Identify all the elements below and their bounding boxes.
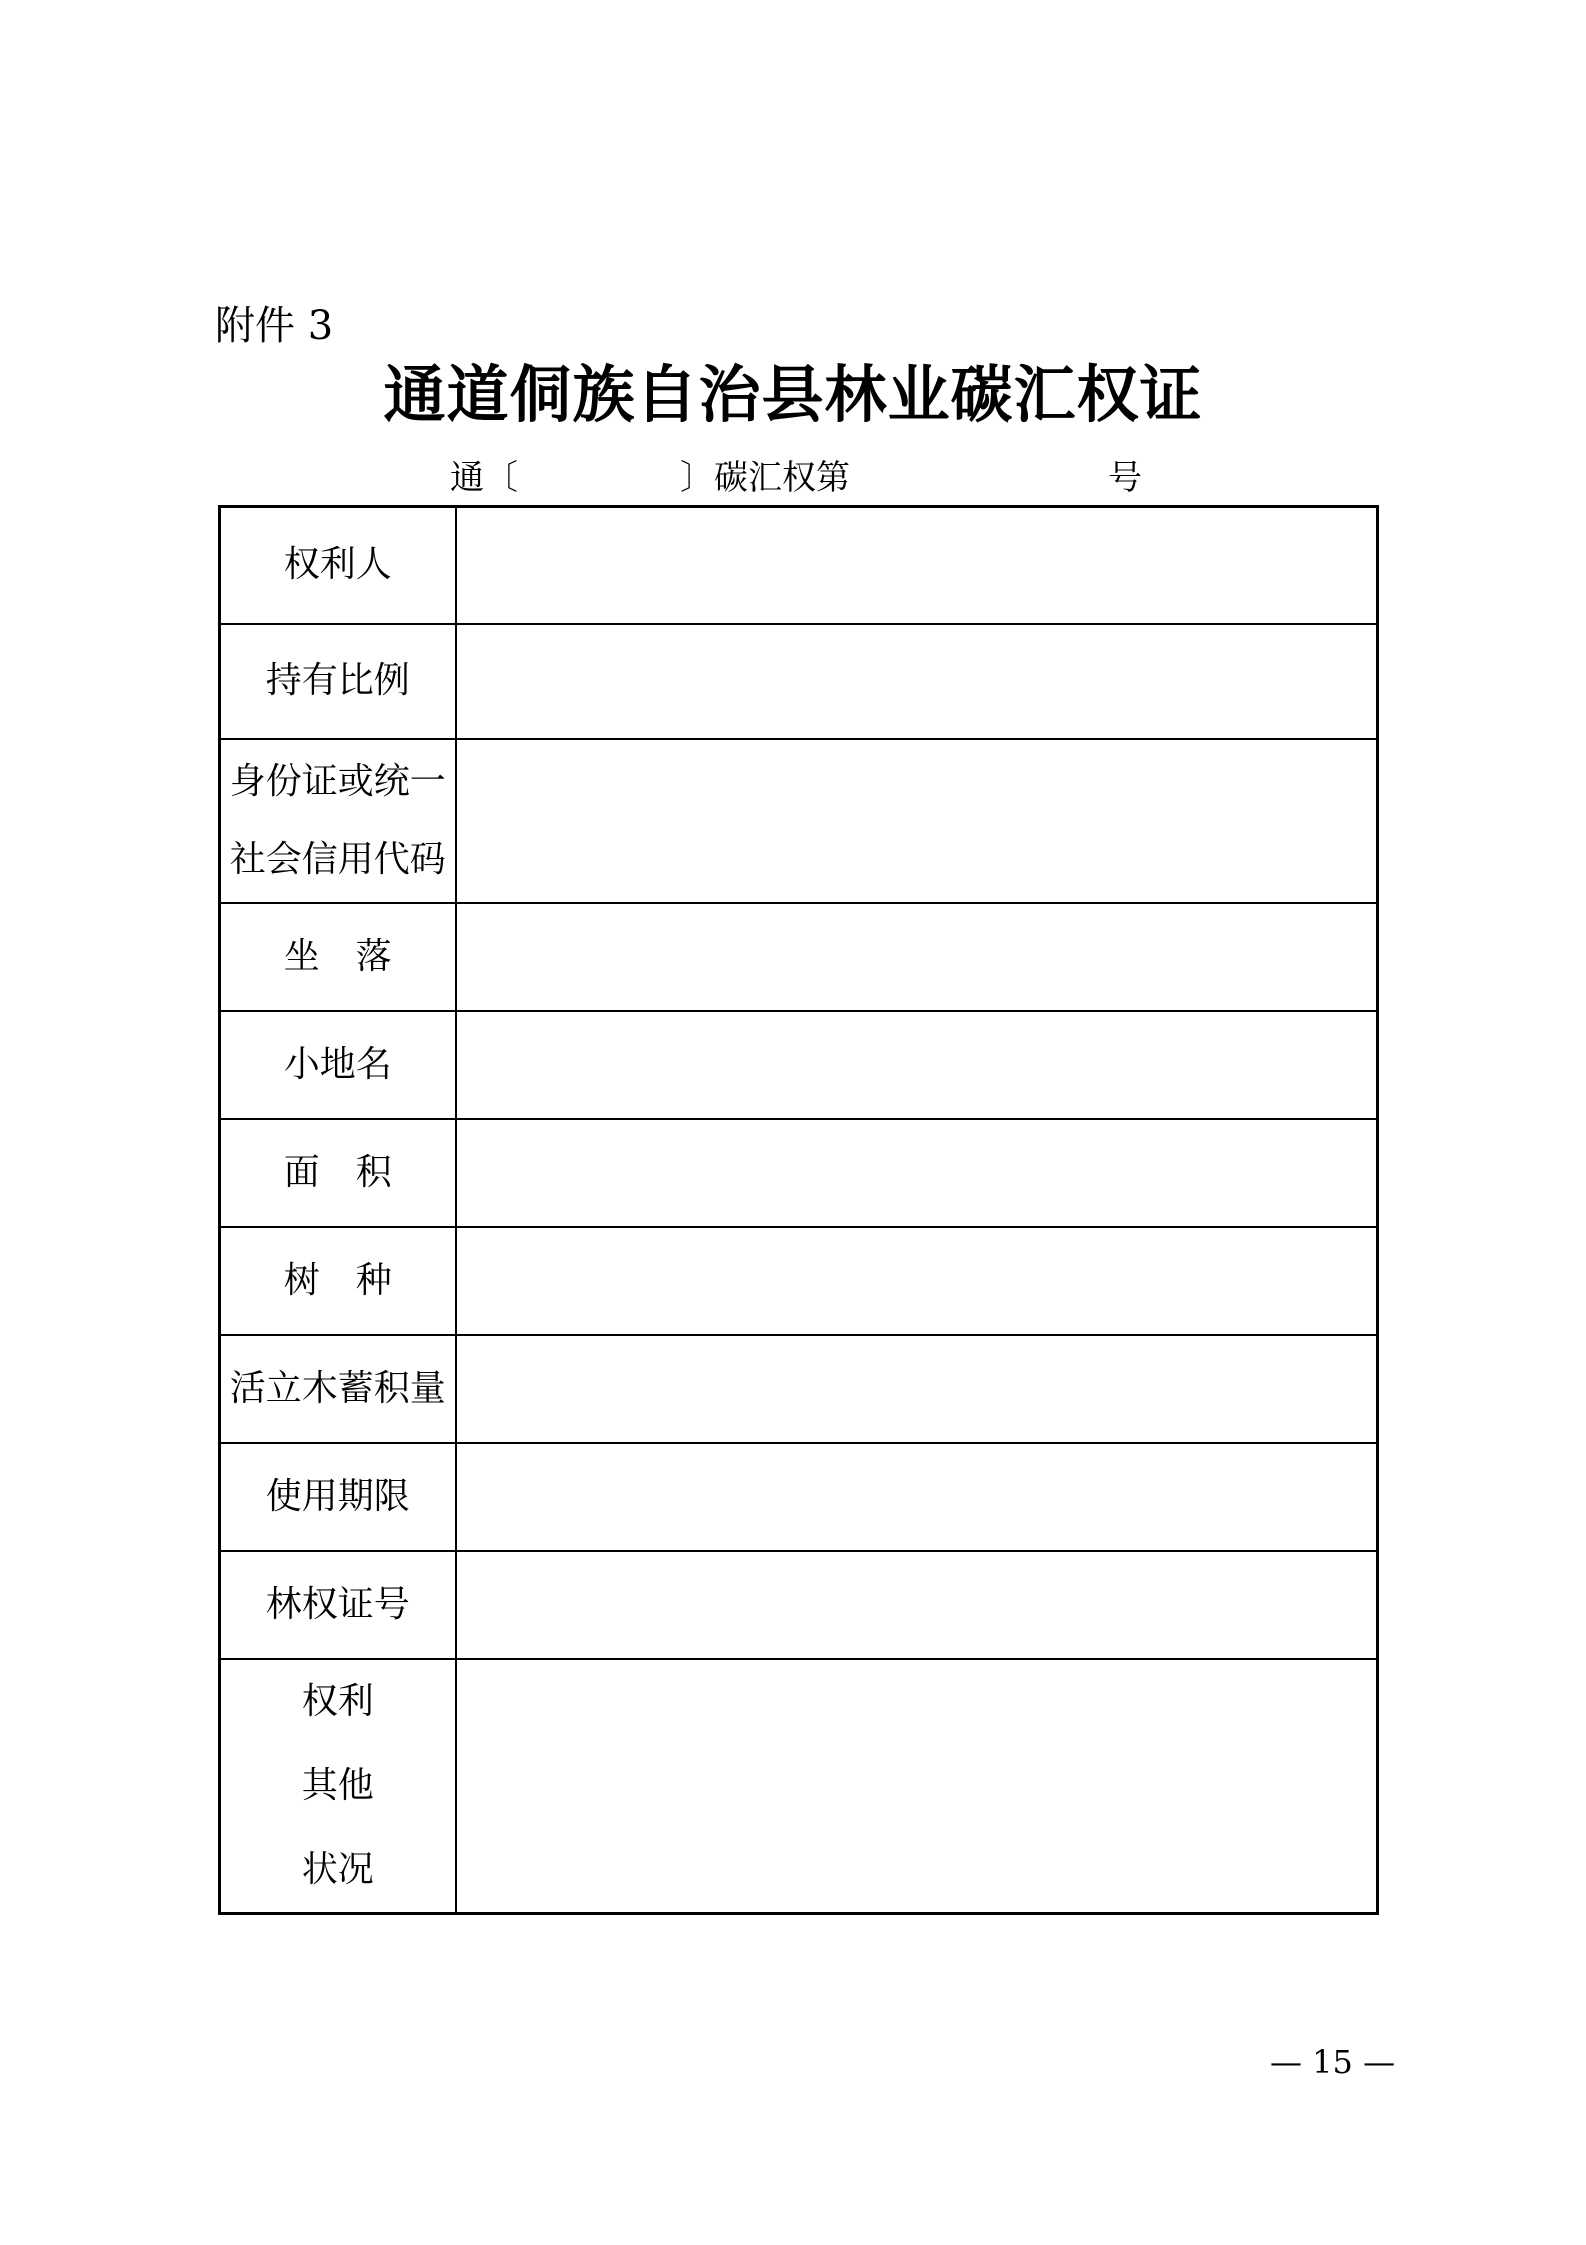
row-label-id-code-line-2: 社会信用代码 bbox=[229, 838, 446, 880]
cert-number-suffix: 号 bbox=[1108, 458, 1142, 498]
table-row bbox=[220, 739, 1378, 903]
table-row bbox=[220, 903, 1378, 1011]
row-label-tree-species: 树 种 bbox=[220, 1227, 456, 1335]
table-row bbox=[220, 1659, 1378, 1914]
table-row bbox=[220, 1119, 1378, 1227]
place-name-field[interactable] bbox=[456, 1011, 1378, 1119]
row-label-id-code-line-1: 身份证或统一 bbox=[229, 760, 446, 802]
cert-number-prefix: 通〔 bbox=[450, 458, 518, 498]
rights-holder-field[interactable] bbox=[456, 507, 1378, 624]
table-row bbox=[220, 1227, 1378, 1335]
document-title: 通道侗族自治县林业碳汇权证 bbox=[383, 358, 1203, 431]
page-number: — 15 — bbox=[1270, 2043, 1396, 2081]
table-row bbox=[220, 1443, 1378, 1551]
area-field[interactable] bbox=[456, 1119, 1378, 1227]
row-label-other-rights-line-2: 其他 bbox=[301, 1764, 374, 1806]
cert-number-middle: 〕碳汇权第 bbox=[680, 458, 850, 498]
row-label-id-code bbox=[220, 739, 456, 903]
id-code-field[interactable] bbox=[456, 739, 1378, 903]
term-of-use-field[interactable] bbox=[456, 1443, 1378, 1551]
certificate-form-table bbox=[218, 505, 1379, 1915]
row-label-term-of-use: 使用期限 bbox=[220, 1443, 456, 1551]
location-field[interactable] bbox=[456, 903, 1378, 1011]
row-label-other-rights-status bbox=[220, 1659, 456, 1914]
table-row bbox=[220, 1011, 1378, 1119]
holding-ratio-field[interactable] bbox=[456, 624, 1378, 739]
other-rights-status-field[interactable] bbox=[456, 1659, 1378, 1914]
table-row bbox=[220, 1335, 1378, 1443]
table-row bbox=[220, 624, 1378, 739]
row-label-holding-ratio: 持有比例 bbox=[220, 624, 456, 739]
table-row bbox=[220, 1551, 1378, 1659]
forest-cert-number-field[interactable] bbox=[456, 1551, 1378, 1659]
certificate-number-line bbox=[0, 450, 1586, 506]
attachment-label: 附件 3 bbox=[215, 303, 334, 349]
row-label-other-rights-line-3: 状况 bbox=[301, 1848, 374, 1890]
row-label-standing-stock: 活立木蓄积量 bbox=[220, 1335, 456, 1443]
row-label-location: 坐 落 bbox=[220, 903, 456, 1011]
row-label-area: 面 积 bbox=[220, 1119, 456, 1227]
row-label-rights-holder: 权利人 bbox=[220, 507, 456, 624]
row-label-other-rights-line-1: 权利 bbox=[301, 1680, 374, 1722]
row-label-place-name: 小地名 bbox=[220, 1011, 456, 1119]
row-label-forest-cert-number: 林权证号 bbox=[220, 1551, 456, 1659]
tree-species-field[interactable] bbox=[456, 1227, 1378, 1335]
table-row bbox=[220, 507, 1378, 624]
standing-stock-field[interactable] bbox=[456, 1335, 1378, 1443]
